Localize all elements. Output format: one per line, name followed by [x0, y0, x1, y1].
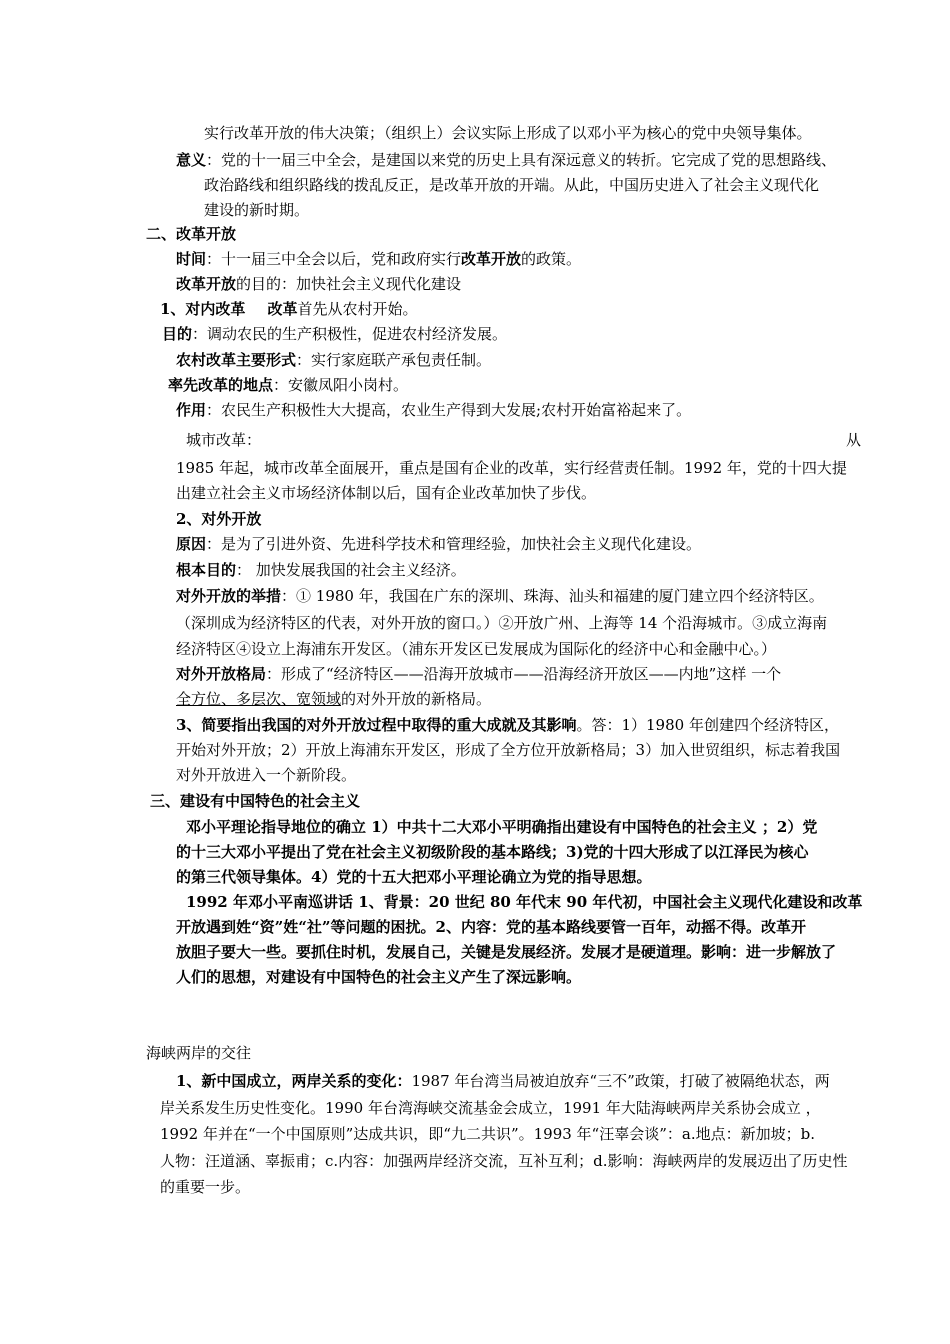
city-reform-from: 从 [846, 431, 862, 449]
section-heading: 二、改革开放 [146, 225, 237, 243]
place-line [168, 373, 408, 397]
time-post: 的政策。 [521, 250, 582, 268]
text-line: 的十三大邓小平提出了党在社会主义初级阶段的基本路线；3)党的十四大形成了以江泽民为核心 [176, 843, 809, 861]
text-line: 岸关系发生历史性变化。1990 年台湾海峡交流基金会成立，1991 年大陆海峡两岸关系协会成立 ， [160, 1099, 821, 1117]
pattern-underline: 全方位、多层次、宽领域 [176, 690, 342, 708]
text-line: 1992 年邓小平南巡讲话 1、背景：20 世纪 80 年代末 90 年代初，中国社会主义现代化建设和改革 [186, 893, 863, 911]
section-heading: 海峡两岸的交往 [146, 1044, 252, 1062]
time-text: ：十一届三中全会以后，党和政府实行 [206, 250, 462, 268]
achievement-text: 。答：1）1980 年创建四个经济特区， [576, 716, 839, 734]
subheading-opening-up: 2、对外开放 [176, 510, 262, 528]
form-label: 农村改革主要形式 [176, 351, 297, 369]
text-line: 1992 年并在“一个中国原则”达成共识，即“九二共识”。1993 年“汪辜会谈”：a.地点：新加坡；b. [160, 1125, 815, 1143]
text-line: 邓小平理论指导地位的确立 1）中共十二大邓小平明确指出建设有中国特色的社会主义 ；2）党 [186, 818, 818, 836]
text-line: 实行改革开放的伟大决策；（组织上）会议实际上形成了以邓小平为核心的党中央领导集体。 [204, 124, 812, 142]
root-goal-text: ： 加快发展我国的社会主义经济。 [236, 561, 466, 579]
text-line: 出建立社会主义市场经济体制以后，国有企业改革加快了步伐。 [176, 484, 597, 502]
reason-text: ：是为了引进外资、先进科学技术和管理经验，加快社会主义现代化建设。 [206, 535, 702, 553]
effect-line [176, 398, 691, 422]
reason-line [176, 532, 701, 556]
effect-text: ：农民生产积极性大大提高，农业生产得到大发展;农村开始富裕起来了。 [206, 401, 692, 419]
text-line: 政治路线和组织路线的拨乱反正，是改革开放的开端。从此，中国历史进入了社会主义现代化 [204, 176, 820, 194]
cross-strait-line [176, 1069, 830, 1093]
text-line: 放胆子要大一些。要抓住时机，发展自己，关键是发展经济。发展才是硬道理。影响：进一步解放了 [176, 943, 837, 961]
text-line: 1985 年起，城市改革全面展开，重点是国有企业的改革，实行经营责任制。1992 年，党的十四大提 [176, 459, 847, 477]
achievement-label: 3、简要指出我国的对外开放过程中取得的重大成就及其影响 [176, 716, 577, 734]
time-line [176, 247, 581, 271]
significance-line [176, 148, 836, 172]
text-line: 的重要一步。 [160, 1178, 251, 1196]
cross-strait-text: 1987 年台湾当局被迫放弃“三不”政策，打破了被隔绝状态，两 [411, 1072, 830, 1090]
text-line: 的第三代领导集体。4）党的十五大把邓小平理论确立为党的指导思想。 [176, 868, 652, 886]
text-line: 开始对外开放；2）开放上海浦东开发区，形成了全方位开放新格局；3）加入世贸组织，标志着我国 [176, 741, 841, 759]
pattern-label: 对外开放格局 [176, 665, 267, 683]
purpose-label: 改革开放 [176, 275, 237, 293]
goal-line [162, 322, 507, 346]
text-line: 人物：汪道涵、辜振甫；c.内容：加强两岸经济交流，互补互利；d.影响：海峡两岸的发展迈出了历史性 [160, 1152, 848, 1170]
form-text: ：实行家庭联产承包责任制。 [296, 351, 492, 369]
text-line: 开放遇到姓“资”姓“社”等问题的困扰。2、内容：党的基本路线要管一百年，动摇不得。改革开 [176, 918, 806, 936]
section-heading: 三、建设有中国特色的社会主义 [150, 792, 361, 810]
goal-label: 目的 [162, 325, 193, 343]
significance-label: 意义 [176, 151, 207, 169]
place-label: 率先改革的地点 [168, 376, 274, 394]
measure-label: 对外开放的举措 [176, 587, 282, 605]
significance-text: ：党的十一届三中全会，是建国以来党的历史上具有深远意义的转折。它完成了党的思想路线、 [206, 151, 837, 169]
sub1-bold: 改革 [267, 300, 298, 318]
pattern-line-2 [176, 687, 491, 711]
time-bold: 改革开放 [461, 250, 522, 268]
measure-line [176, 584, 824, 608]
text-line: 对外开放进入一个新阶段。 [176, 766, 357, 784]
pattern-post: 的对外开放的新格局。 [341, 690, 492, 708]
root-goal-label: 根本目的 [176, 561, 237, 579]
text-line: 人们的思想，对建设有中国特色的社会主义产生了深远影响。 [176, 968, 582, 986]
sub1-label: 1、对内改革 [160, 300, 246, 318]
form-line [176, 348, 491, 372]
sub1-text: 首先从农村开始。 [297, 300, 418, 318]
text-line: （深圳成为经济特区的代表，对外开放的窗口。）②开放广州、上海等 14 个沿海城市。③成立海南 [176, 614, 828, 632]
reason-label: 原因 [176, 535, 207, 553]
time-label: 时间 [176, 250, 207, 268]
text-line: 建设的新时期。 [204, 201, 310, 219]
pattern-text: ：形成了“经济特区——沿海开放城市——沿海经济开放区——内地”这样 一个 [266, 665, 782, 683]
measure-text: ：① 1980 年，我国在广东的深圳、珠海、汕头和福建的厦门建立四个经济特区。 [281, 587, 824, 605]
root-goal-line [176, 558, 466, 582]
city-reform-label: 城市改革： [186, 431, 262, 449]
goal-text: ：调动农民的生产积极性，促进农村经济发展。 [192, 325, 508, 343]
effect-label: 作用 [176, 401, 207, 419]
purpose-line [176, 272, 461, 296]
pattern-line [176, 662, 781, 686]
achievement-line [176, 713, 839, 737]
place-text: ：安徽凤阳小岗村。 [273, 376, 409, 394]
purpose-text: 的目的：加快社会主义现代化建设 [236, 275, 462, 293]
subheading-domestic-reform [160, 297, 417, 321]
text-line: 经济特区④设立上海浦东开发区。（浦东开发区已发展成为国际化的经济中心和金融中心。） [176, 640, 777, 658]
cross-strait-label: 1、新中国成立，两岸关系的变化： [176, 1072, 412, 1090]
